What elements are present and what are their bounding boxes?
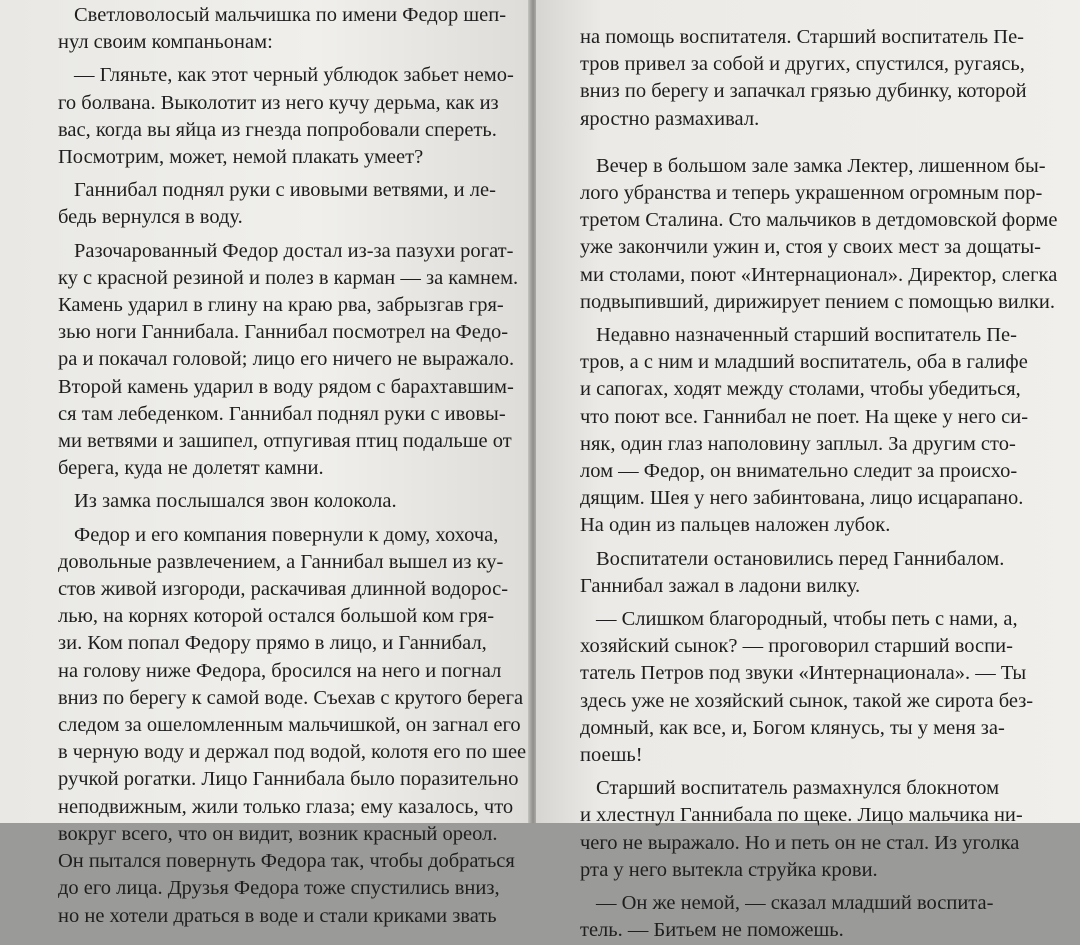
text-line: татель Петров под звуки «Интернационала». — Ты	[580, 662, 1027, 685]
text-line: Старший воспитатель размахнулся блокнотом	[596, 777, 1000, 800]
paragraph	[58, 2, 508, 56]
text-line: яростно размахивал.	[580, 107, 760, 130]
text-line: — Он же немой, — сказал младший воспита-	[596, 892, 994, 915]
text-line: вокруг всего, что он видит, возник красный ореол.	[58, 822, 498, 845]
text-line: тров привел за собой и других, спустился, ругаясь,	[580, 53, 1025, 76]
text-line: нул своим компаньонам:	[58, 31, 273, 54]
text-line: вниз по берегу и запачкал грязью дубинку, которой	[580, 80, 1027, 103]
text-line: зи. Ком попал Федору прямо в лицо, и Ганнибал,	[58, 632, 487, 655]
text-line: рта у него вытекла струйка крови.	[580, 858, 878, 881]
text-line: Из замка послышался звон колокола.	[74, 490, 397, 513]
text-line: ку с красной резиной и полез в карман — за камнем.	[58, 266, 519, 289]
text-line: что поют все. Ганнибал не поет. На щеке у него си-	[580, 405, 1029, 428]
text-line: Воспитатели остановились перед Ганнибалом.	[596, 547, 1005, 570]
paragraph	[58, 488, 508, 515]
text-line: — Гляньте, как этот черный ублюдок забьет немо-	[74, 64, 514, 87]
text-line: Федор и его компания повернули к дому, хохоча,	[74, 523, 499, 546]
text-line: На один из пальцев наложен лубок.	[580, 514, 891, 537]
text-line: ми ветвями и зашипел, отпугивая птиц подальше от	[58, 430, 512, 453]
text-line: поешь!	[580, 744, 643, 767]
text-line: и сапогах, ходят между столами, чтобы убедиться,	[580, 378, 1021, 401]
text-line: в черную воду и держал под водой, колотя его по шее	[58, 741, 527, 764]
text-line: Второй камень ударил в воду рядом с барахтавшим-	[58, 375, 514, 398]
paragraph	[580, 153, 1080, 316]
left-page	[0, 0, 530, 927]
text-line: лом — Федор, он внимательно следит за происхо-	[580, 460, 1018, 483]
paragraph	[580, 546, 1080, 600]
text-line: ра и покачал головой; лицо его ничего не выражало.	[58, 348, 515, 371]
text-line: Посмотрим, может, немой плакать умеет?	[58, 146, 424, 169]
paragraph	[58, 177, 508, 231]
paragraph	[580, 24, 1080, 133]
paragraph	[58, 522, 527, 930]
paragraph	[580, 322, 1080, 540]
text-line: го болвана. Выколотит из него кучу дерьма, как из	[58, 91, 499, 114]
right-page	[536, 0, 1080, 942]
text-line: дящим. Шея у него забинтована, лицо исцарапано.	[580, 487, 1024, 510]
text-line: ручкой рогатки. Лицо Ганнибала было поразительно	[58, 768, 519, 791]
text-line: на помощь воспитателя. Старший воспитатель Пе-	[580, 26, 1025, 48]
text-line: няк, один глаз наполовину заплыл. За другим сто-	[580, 432, 1016, 455]
text-line: Он пытался повернуть Федора так, чтобы добраться	[58, 850, 515, 873]
text-line: Камень ударил в глину на краю рва, забрызгав гря-	[58, 294, 504, 317]
paragraph	[58, 62, 514, 171]
text-line: зью ноги Ганнибала. Ганнибал посмотрел на Федо-	[58, 321, 509, 344]
paragraph	[580, 606, 1080, 769]
text-line: домный, как все, и, Богом клянусь, ты у меня за-	[580, 716, 1005, 739]
text-line: стов живой изгороди, раскачивая длинной водорос-	[58, 578, 509, 601]
paragraph	[580, 775, 1080, 884]
text-line: лью, на корнях которой остался большой ком гря-	[58, 605, 495, 628]
text-line: но не хотели драться в воде и стали криками звать	[58, 904, 497, 927]
text-line: Разочарованный Федор достал из-за пазухи рогат-	[74, 239, 514, 262]
text-line: тров, а с ним и младший воспитатель, оба в галифе	[580, 351, 1028, 374]
text-line: тель. — Битьем не поможешь.	[580, 919, 844, 942]
text-line: хозяйский сынок? — проговорил старший воспи-	[580, 635, 1013, 658]
text-line: Ганнибал зажал в ладони вилку.	[580, 574, 861, 597]
text-line: чего не выражало. Но и петь он не стал. Из уголка	[580, 831, 1020, 854]
text-line: до его лица. Друзья Федора тоже спустились вниз,	[58, 877, 500, 900]
text-line: Светловолосый мальчишка по имени Федор шеп-	[74, 4, 507, 26]
text-line: ми столами, поют «Интернационал». Директор, слегка	[580, 263, 1058, 286]
text-line: довольные развлечением, а Ганнибал вышел из ку-	[58, 550, 504, 573]
text-line: Недавно назначенный старший воспитатель Пе-	[596, 324, 1017, 347]
text-line: — Слишком благородный, чтобы петь с нами, а,	[596, 608, 1018, 631]
text-line: ся там лебеденком. Ганнибал поднял руки с ивовы-	[58, 402, 506, 425]
text-line: неподвижным, жили только глаза; ему казалось, что	[58, 795, 514, 818]
text-line: берега, куда не долетят камни.	[58, 457, 324, 480]
text-line: следом за ошеломленным мальчишкой, он загнал его	[58, 714, 521, 737]
text-line: Ганнибал поднял руки с ивовыми ветвями, и ле-	[74, 179, 496, 202]
paragraph	[58, 238, 519, 483]
text-line: на голову ниже Федора, бросился на него и погнал	[58, 659, 502, 682]
scene-break	[580, 139, 1080, 153]
text-line: уже закончили ужин и, стоя у своих мест за дощаты-	[580, 236, 1041, 259]
text-line: вас, когда вы яйца из гнезда попробовали спереть.	[58, 118, 497, 141]
text-line: Вечер в большом зале замка Лектер, лишенном бы-	[596, 154, 1046, 177]
text-line: бедь вернулся в воду.	[58, 206, 243, 229]
text-line: здесь уже не хозяйский сынок, такой же сирота без-	[580, 689, 1034, 712]
text-line: третом Сталина. Сто мальчиков в детдомовской форме	[580, 209, 1058, 232]
paragraph	[580, 890, 1080, 944]
text-line: вниз по берегу к самой воде. Съехав с крутого берега	[58, 686, 524, 709]
text-line: подвыпивший, дирижирует пением с помощью вилки.	[580, 290, 1056, 313]
text-line: лого убранства и теперь украшенном огромным пор-	[580, 182, 1043, 205]
text-line: и хлестнул Ганнибала по щеке. Лицо мальчика ни-	[580, 804, 1023, 827]
